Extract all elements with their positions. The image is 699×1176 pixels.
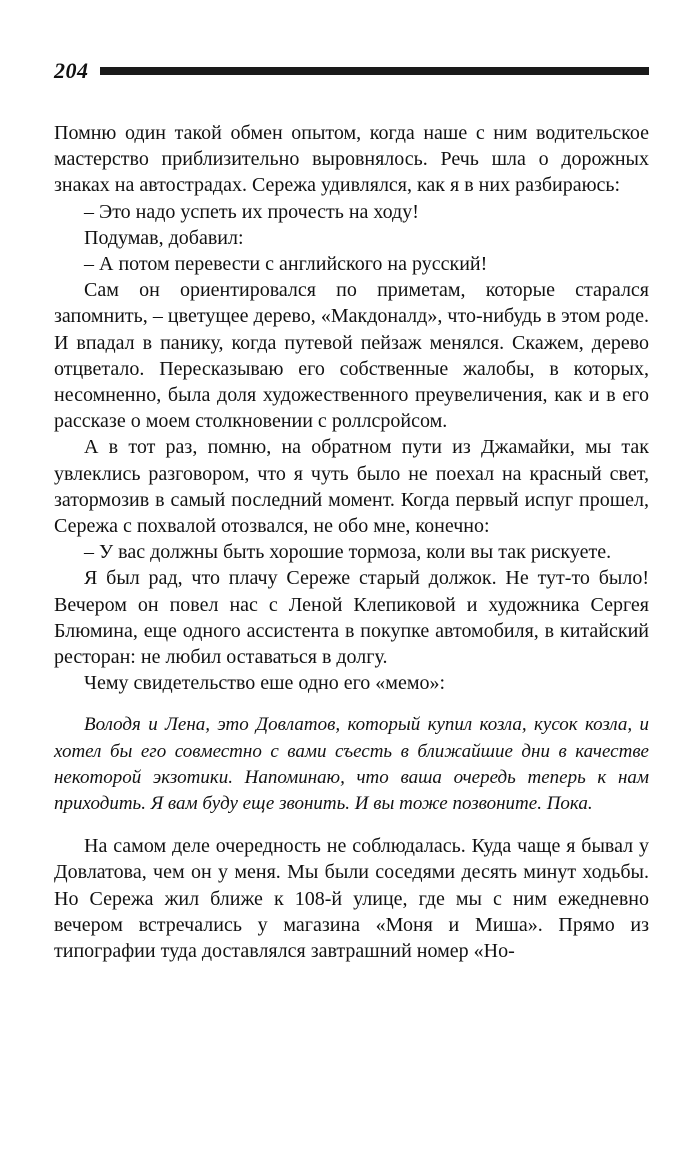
paragraph-2: Подумав, добавил: (84, 226, 244, 249)
page-body (54, 120, 649, 964)
paragraph-5: Я был рад, что плачу Сереже старый должок. Не тут-то было! Вечером он повел нас с Леной Клепиковой и художника Сергея Блюмина, еще одного ассистента в покупке автомобиля, в китайский ресторан: не любил оставаться в долгу. (54, 567, 649, 669)
dialogue-line-2: – А потом перевести с английского на русский! (84, 253, 488, 276)
header-rule (100, 67, 649, 75)
paragraph-6: Чему свидетельство еше одно его «мемо»: (84, 672, 446, 695)
page-number: 204 (54, 58, 89, 83)
paragraph-4: А в тот раз, помню, на обратном пути из Джамайки, мы так увлеклись разговором, что я чуть было не поехал на красный свет, затормозив в самый последний момент. Когда первый испуг прошел, Сережа с похвалой отозвался, не обо мне, конечно: (54, 436, 649, 538)
paragraph-1: Помню один такой обмен опытом, когда наше с ним водительское мастерство приблизительно выровнялось. Речь шла о дорожных знаках на автострадах. Сережа удивлялся, как я в них разбираюсь: (54, 122, 649, 197)
page-header (54, 58, 649, 84)
dialogue-line-3: – У вас должны быть хорошие тормоза, коли вы так рискуете. (84, 541, 612, 564)
paragraph-7: На самом деле очередность не соблюдалась. Куда чаще я бывал у Довлатова, чем он у меня. Мы были соседями десять минут ходьбы. Но Сережа жил ближе к 108-й улице, где мы с ним ежедневно вечером встречались у магазина «Моня и Миша». Прямо из типографии туда доставлялся завтрашний номер «Но- (54, 835, 649, 963)
paragraph-3: Сам он ориентировался по приметам, которые старался запомнить, – цветущее дерево, «Макдоналд», что-нибудь в этом роде. И впадал в панику, когда путевой пейзаж менялся. Скажем, дерево отцветало. Пересказываю его собственные жалобы, в которых, несомненно, была доля художественного преувеличения, как и в его рассказе о моем столкновении с роллсройсом. (54, 279, 649, 433)
memo-quote: Володя и Лена, это Довлатов, который купил козла, кусок козла, и хотел бы его совместно с вами съесть в ближайшие дни в качестве некоторой экзотики. Напоминаю, что ваша очередь теперь к нам приходить. Я вам буду еще звонить. И вы тоже позвоните. Пока. (54, 714, 649, 815)
dialogue-line-1: – Это надо успеть их прочесть на ходу! (84, 200, 419, 223)
